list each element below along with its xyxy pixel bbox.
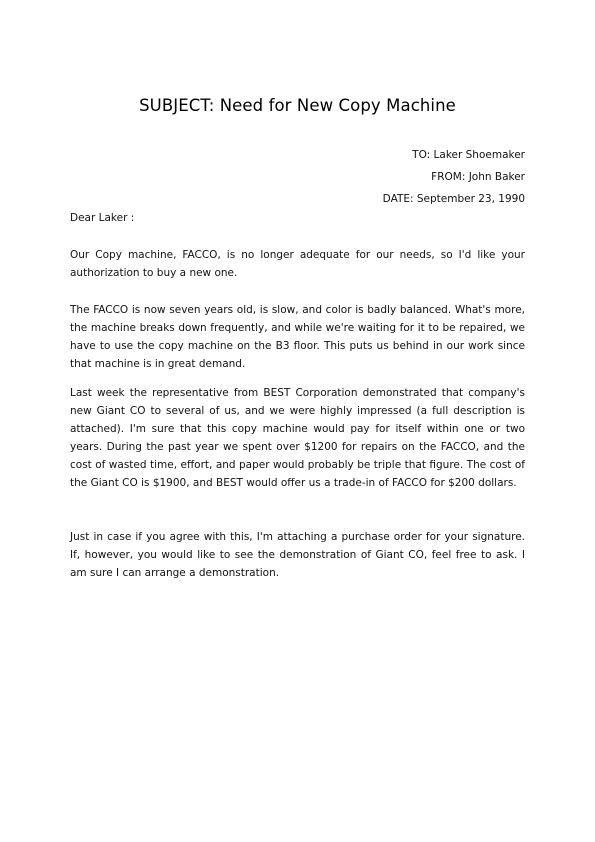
memo-subject-title: SUBJECT: Need for New Copy Machine: [139, 96, 456, 115]
memo-paragraph-4: Just in case if you agree with this, I'm attaching a purchase order for your signature. If, however, you would like to see the demonstration of Giant CO, feel free to ask. I am sure I can arrange a demonstration.: [70, 531, 525, 579]
memo-paragraph-1: Our Copy machine, FACCO, is no longer adequate for our needs, so I'd like your authorization to buy a new one.: [70, 249, 525, 279]
memo-date-line: DATE: September 23, 1990: [382, 193, 525, 205]
memo-paragraph-2: The FACCO is now seven years old, is slow, and color is badly balanced. What's more, the machine breaks down frequently, and while we're waiting for it to be repaired, we have to use the copy machine on the B3 floor. This puts us behind in our work since that machine is in great demand.: [70, 304, 525, 370]
memo-salutation: Dear Laker :: [70, 212, 135, 224]
memo-header-block: [383, 144, 525, 210]
memo-paragraph-3: Last week the representative from BEST Corporation demonstrated that company's new Giant CO to several of us, and we were highly impressed (a full description is attached). I'm sure that this copy machine would pay for itself within one or two years. During the past year we spent over $1200 for repairs on the FACCO, and the cost of wasted time, effort, and paper would probably be triple that figure. The cost of the Giant CO is $1900, and BEST would offer us a trade-in of FACCO for $200 dollars.: [70, 387, 525, 489]
memo-from-line: FROM: John Baker: [431, 171, 525, 183]
memo-to-line: TO: Laker Shoemaker: [412, 149, 525, 161]
